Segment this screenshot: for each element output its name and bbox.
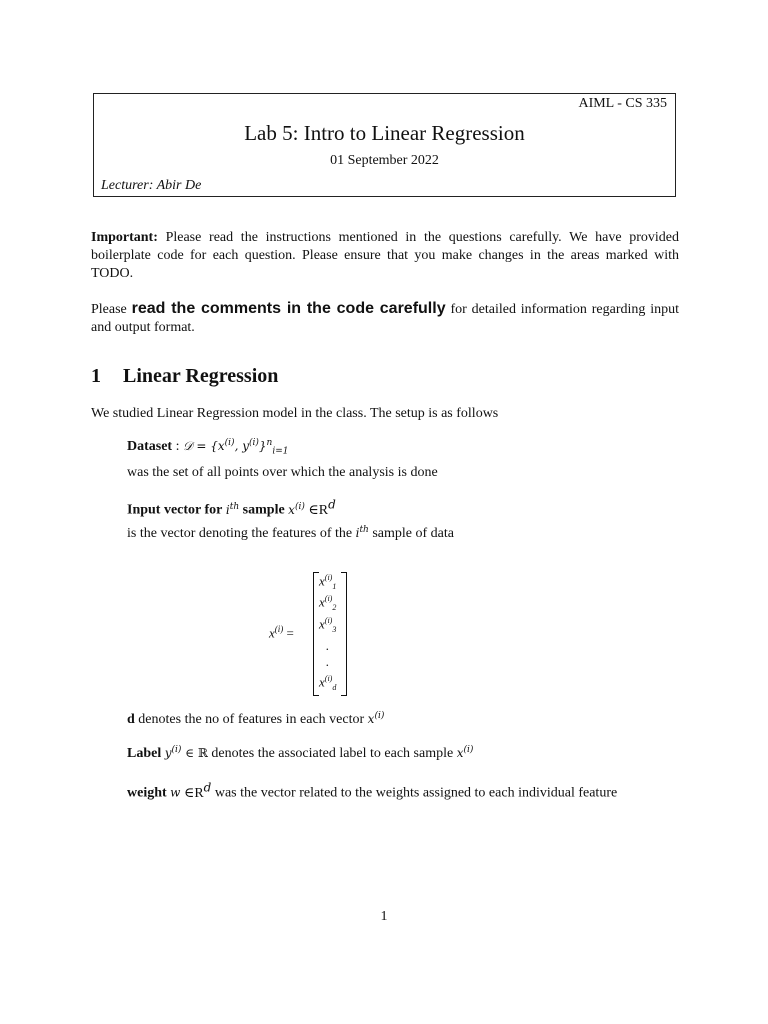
- dataset-sep: :: [175, 439, 180, 454]
- weight-space: $\in R^d$: [183, 780, 212, 801]
- input-vector-ith: $i^{th}$: [225, 501, 240, 517]
- matrix-row: $x^{(i)}_3$: [319, 616, 337, 634]
- matrix-row: $x^{(i)}_1$: [319, 573, 337, 591]
- section-title: Linear Regression: [123, 365, 279, 387]
- section-heading: [91, 365, 278, 388]
- input-vector-space: $\in R^d$: [308, 497, 336, 518]
- d-label: d: [127, 712, 135, 727]
- label-formula: $y^{(i)}$ ∈ ℝ: [164, 745, 208, 760]
- matrix-row: .: [326, 638, 330, 653]
- lab-title: Lab 5: Intro to Linear Regression: [244, 121, 525, 145]
- lecturer: Lecturer: Abir De: [101, 178, 202, 193]
- comments-suffix: for detailed information regarding input and output format.: [91, 302, 680, 335]
- page-number: 1: [380, 909, 388, 924]
- label-line: [127, 745, 473, 762]
- matrix-row: $x^{(i)}_d$: [319, 674, 337, 692]
- input-vector-label1: Input vector for: [127, 502, 223, 518]
- important-label: Important:: [91, 230, 158, 245]
- comments-prefix: Please: [91, 302, 127, 317]
- weight-text: was the vector related to the weights assigned to each individual feature: [214, 785, 618, 801]
- header-box: [93, 93, 676, 197]
- dataset-line: [127, 438, 289, 456]
- dataset-label: Dataset: [127, 439, 173, 454]
- matrix-lhs: $x^{(i)}$ =: [269, 624, 294, 641]
- important-paragraph: [91, 229, 679, 283]
- dataset-desc: was the set of all points over which the analysis is done: [127, 465, 438, 480]
- label-label: Label: [127, 746, 162, 761]
- lab-date: 01 September 2022: [330, 153, 439, 168]
- course-code: AIML - CS 335: [578, 96, 667, 111]
- section-intro: We studied Linear Regression model in the class. The setup is as follows: [91, 406, 499, 421]
- d-text: denotes the no of features in each vector: [138, 712, 365, 727]
- input-vector-label2: sample: [242, 502, 285, 518]
- dataset-formula: 𝒟 = {$x^{(i)}$, $y^{(i)}\}^n_{i=1}$: [183, 438, 289, 457]
- matrix-row: $x^{(i)}_2$: [319, 594, 337, 612]
- d-formula: $x^{(i)}$: [367, 711, 385, 726]
- comments-emphasis: read the comments in the code carefully: [131, 300, 446, 317]
- weight-w: w: [170, 785, 181, 800]
- label-text: denotes the associated label to each sample: [211, 746, 454, 761]
- matrix-row: .: [326, 654, 330, 669]
- input-vector-line: [127, 497, 336, 519]
- input-vector-desc: is the vector denoting the features of the $i^{th}$ sample of data: [127, 525, 454, 541]
- d-line: [127, 711, 384, 728]
- input-vector-formula: $x^{(i)}$: [288, 501, 305, 517]
- matrix-right-bracket: [341, 572, 347, 696]
- weight-label: weight: [127, 785, 167, 801]
- weight-line: [127, 780, 617, 802]
- comments-paragraph: [91, 300, 679, 337]
- important-text: Please read the instructions mentioned in the questions carefully. We have provided boilerplate code for each question. Please ensure that you make changes in the areas marked with TODO.: [91, 230, 679, 281]
- label-x: $x^{(i)}$: [456, 745, 474, 760]
- section-number: 1: [91, 365, 101, 387]
